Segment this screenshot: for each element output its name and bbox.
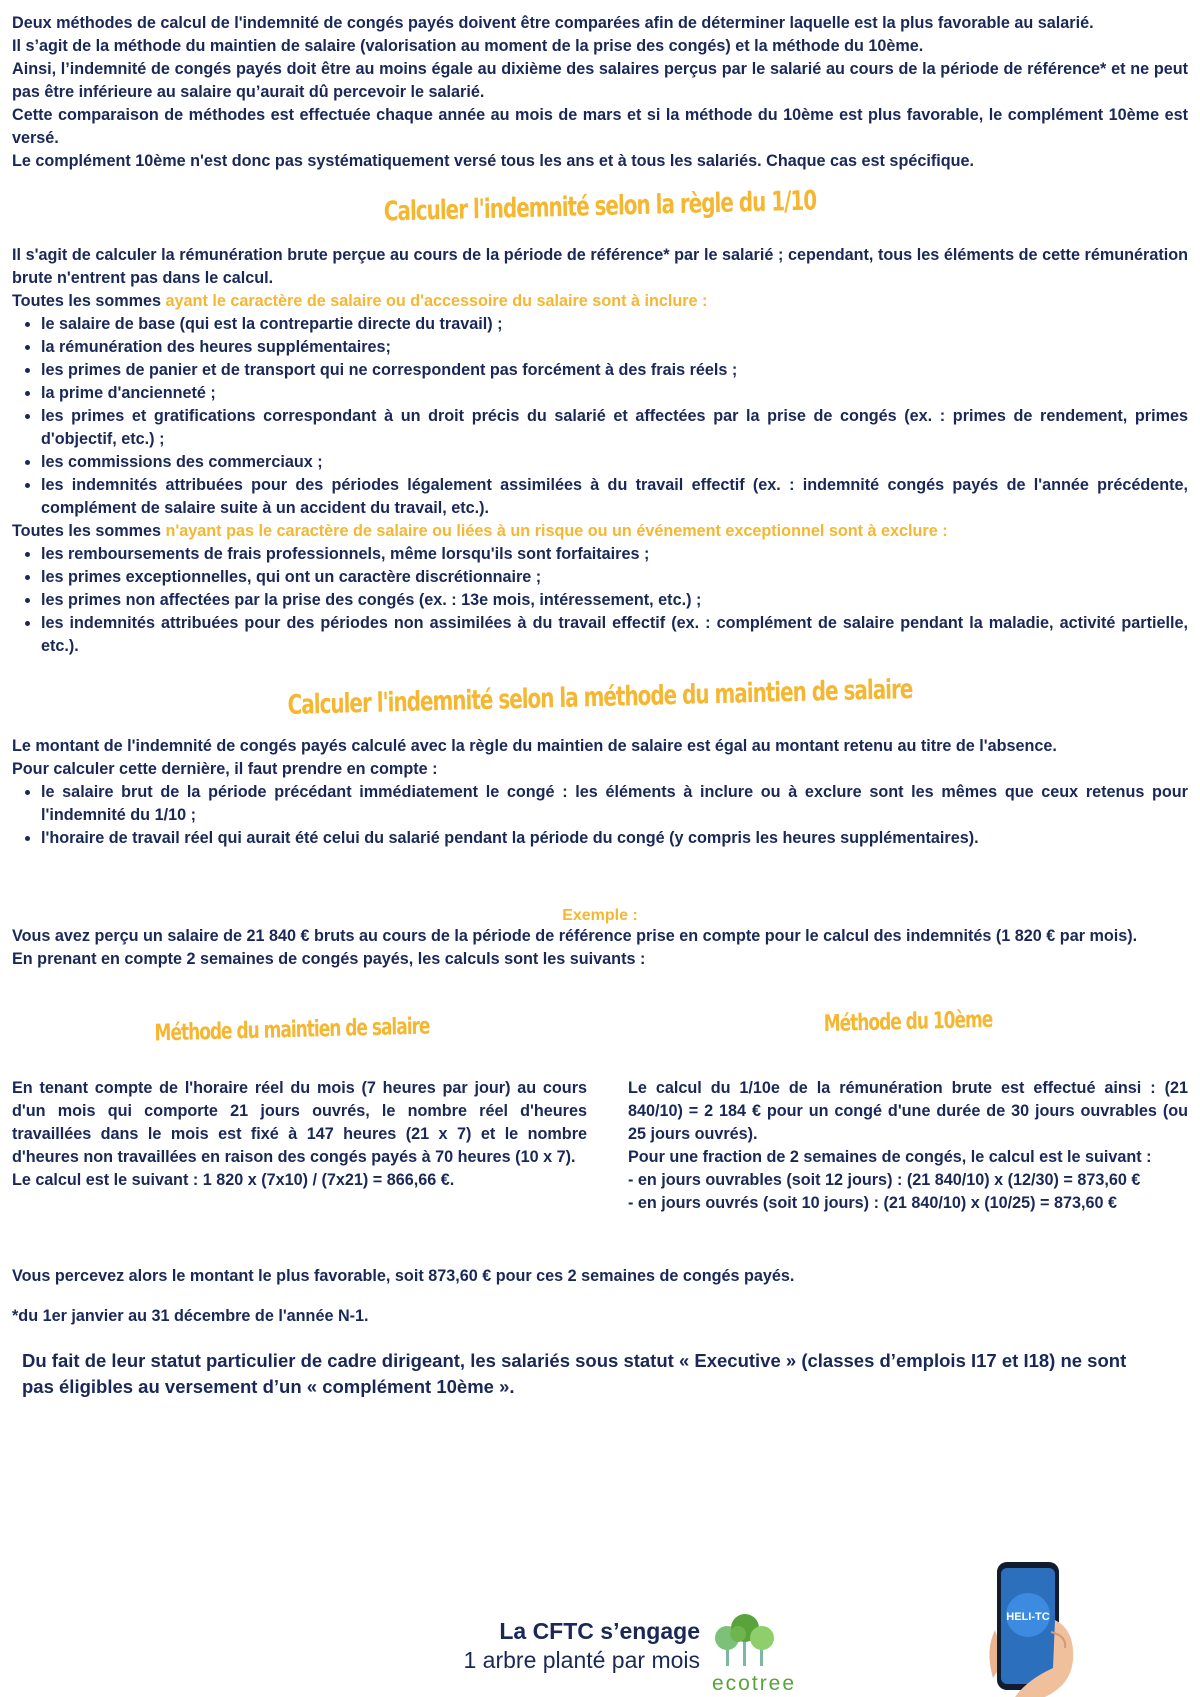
column-paragraph: Le calcul est le suivant : 1 820 x (7x10) / (7x21) = 866,66 €.: [12, 1171, 455, 1189]
column-paragraph: - en jours ouvrés (soit 10 jours) : (21 840/10) x (10/25) = 873,60 €: [628, 1194, 1117, 1212]
dixieme-column: [628, 1001, 1188, 1215]
list-item: • les primes exceptionnelles, qui ont un caractère discrétionnaire ;: [41, 566, 1188, 589]
example-label: Exemple :: [562, 907, 638, 924]
list-item: • la prime d'ancienneté ;: [41, 382, 1188, 405]
list-item: • les primes non affectées par la prise des congés (ex. : 13e mois, intéressement, etc.) ;: [41, 589, 1188, 612]
conclusion: Vous percevez alors le montant le plus favorable, soit 873,60 € pour ces 2 semaines de congés payés.: [12, 1267, 795, 1285]
executive-note: Du fait de leur statut particulier de cadre dirigeant, les salariés sous statut « Executive » (classes d’emplois I17 et I18) ne sont pas éligibles au versement d’un « complément 10ème ».: [22, 1350, 1127, 1397]
list-item: • les commissions des commerciaux ;: [41, 451, 1188, 474]
section-maintien-salaire: [12, 735, 1188, 850]
section-heading-rule-1-10: Calculer l'indemnité selon la règle du 1/10: [383, 185, 817, 228]
section-heading-maintien-salaire: Calculer l'indemnité selon la méthode du maintien de salaire: [287, 674, 913, 721]
column-paragraph: Pour une fraction de 2 semaines de congés, le calcul est le suivant :: [628, 1148, 1152, 1166]
exclude-prefix: Toutes les sommes: [12, 522, 166, 540]
column-heading: Méthode du 10ème: [823, 1006, 993, 1038]
tree-icon: [710, 1612, 780, 1674]
cftc-line-1: La CFTC s’engage: [499, 1618, 700, 1644]
column-paragraph: En tenant compte de l'horaire réel du mois (7 heures par jour) au cours d'un mois qui comporte 21 jours ouvrés, le nombre réel d'heures travaillées dans le mois est fixé à 147 heures (21 x 7) et le nombre d'heures non travaillées en raison des congés payés à 70 heures (10 x 7).: [12, 1079, 587, 1166]
section-rule-1-10: [12, 244, 1188, 658]
list-item: • les primes et gratifications correspondant à un droit précis du salarié et affectées par la prise de congés (ex. : primes de rendement, primes d'objectif, etc.) ;: [41, 405, 1188, 451]
include-prefix: Toutes les sommes: [12, 292, 166, 310]
intro-paragraph: Deux méthodes de calcul de l'indemnité de congés payés doivent être comparées afin de déterminer laquelle est la plus favorable au salarié.: [12, 14, 1094, 32]
example-paragraph: Vous avez perçu un salaire de 21 840 € bruts au cours de la période de référence prise en compte pour le calcul des indemnités (1 820 € par mois).: [12, 927, 1138, 945]
column-heading: Méthode du maintien de salaire: [154, 1013, 430, 1047]
exclude-highlight: n'ayant pas le caractère de salaire ou liées à un risque ou un événement exceptionnel sont à exclure :: [165, 522, 948, 540]
column-paragraph: - en jours ouvrables (soit 12 jours) : (21 840/10) x (12/30) = 873,60 €: [628, 1171, 1141, 1189]
list-item: • les remboursements de frais professionnels, même lorsqu'ils sont forfaitaires ;: [41, 543, 1188, 566]
exclude-list: [12, 543, 1188, 658]
example-paragraph: En prenant en compte 2 semaines de congés payés, les calculs sont les suivants :: [12, 950, 646, 968]
section-intro: Il s'agit de calculer la rémunération brute perçue au cours de la période de référence* par le salarié ; cependant, tous les éléments de cette rémunération brute n'entrent pas dans le calcul.: [12, 246, 1188, 287]
cftc-line-2: 1 arbre planté par mois: [463, 1647, 700, 1673]
phone-app-label: HELI-TC: [1006, 1611, 1050, 1623]
list-item: • la rémunération des heures supplémentaires;: [41, 336, 1188, 359]
footer: [0, 1560, 1200, 1697]
intro-paragraph: Ainsi, l’indemnité de congés payés doit être au moins égale au dixième des salaires perçus par le salarié au cours de la période de référence* et ne peut pas être inférieure au salaire qu’aurait dû percevoir le salarié.: [12, 60, 1188, 101]
include-list: [12, 313, 1188, 520]
maintien-column: [12, 1001, 587, 1215]
intro-paragraph: Il s’agit de la méthode du maintien de salaire (valorisation au moment de la prise des congés) et la méthode du 10ème.: [12, 37, 924, 55]
column-paragraph: Le calcul du 1/10e de la rémunération brute est effectué ainsi : (21 840/10) = 2 184 € pour un congé d'une durée de 30 jours ouvrables (ou 25 jours ouvrés).: [628, 1079, 1188, 1143]
list-item: • le salaire de base (qui est la contrepartie directe du travail) ;: [41, 313, 1188, 336]
footnote: *du 1er janvier au 31 décembre de l'année N-1.: [12, 1307, 369, 1325]
example-columns: [12, 1001, 1188, 1215]
intro-paragraph: Le complément 10ème n'est donc pas systématiquement versé tous les ans et à tous les salariés. Chaque cas est spécifique.: [12, 152, 974, 170]
document: [12, 12, 1188, 1400]
phone-in-hand-icon: [975, 1560, 1085, 1697]
intro-block: [12, 12, 1188, 173]
include-highlight: ayant le caractère de salaire ou d'accessoire du salaire sont à inclure :: [165, 292, 708, 310]
section-lead: Pour calculer cette dernière, il faut prendre en compte :: [12, 760, 438, 778]
list-item: • le salaire brut de la période précédant immédiatement le congé : les éléments à inclure ou à exclure sont les mêmes que ceux retenus pour l'indemnité du 1/10 ;: [41, 781, 1188, 827]
exclude-lead: [12, 520, 1188, 543]
list-item: • les indemnités attribuées pour des périodes non assimilées à du travail effectif (ex. : complément de salaire pendant la maladie, activité partielle, etc.).: [41, 612, 1188, 658]
section-intro: Le montant de l'indemnité de congés payés calculé avec la règle du maintien de salaire est égal au montant retenu au titre de l'absence.: [12, 737, 1057, 755]
list-item: • l'horaire de travail réel qui aurait été celui du salarié pendant la période du congé (y compris les heures supplémentaires).: [41, 827, 1188, 850]
maintien-list: [12, 781, 1188, 850]
list-item: • les indemnités attribuées pour des périodes légalement assimilées à du travail effectif (ex. : indemnité congés payés de l'année précédente, complément de salaire suite à un accident du travail, etc.).: [41, 474, 1188, 520]
ecotree-logo: ecotree: [712, 1672, 797, 1695]
list-item: • les primes de panier et de transport qui ne correspondent pas forcément à des frais réels ;: [41, 359, 1188, 382]
cftc-pledge: [420, 1618, 700, 1674]
include-lead: [12, 290, 1188, 313]
intro-paragraph: Cette comparaison de méthodes est effectuée chaque année au mois de mars et si la méthode du 10ème est plus favorable, le complément 10ème est versé.: [12, 106, 1188, 147]
